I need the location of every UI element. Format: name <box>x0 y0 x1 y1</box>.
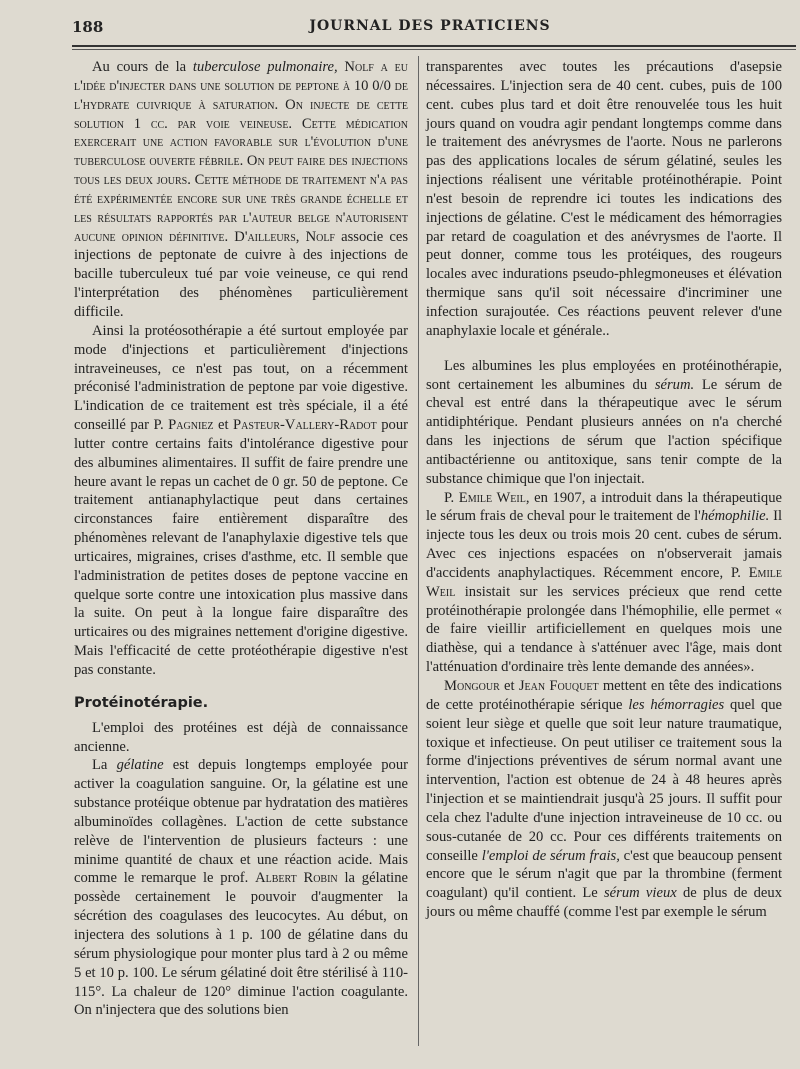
paragraph-gelatine: La gélatine est depuis longtemps employée pour activer la coagulation sanguine. Or, la gélatine est une substance protéique obtenue par hydratation des matières albuminoïdes collagènes. L'action de cette substance relève de l'intervention de plusieurs facteurs : une minime quantité de chaux et une réaction acide. Mais comme le remarque le prof. Albert Robin la gélatine possède certainement le pouvoir d'augmenter la sécrétion des coagulases des leucocytes. Au début, on injectera des solutions à 1 p. 100 de gélatine dans du sérum physiologique pour monter plus tard à 2 ou même 5 et 10 p. 100. Le sérum gélatiné doit être stérilisé à 110-115°. La chaleur de 120° diminue l'action coagulante. On n'injectera que des solutions bien <box>74 757 408 1019</box>
right-column <box>426 58 782 922</box>
header-rule-thin <box>72 49 796 50</box>
column-divider <box>418 56 419 1046</box>
paragraph-gap <box>426 341 782 357</box>
section-heading: Protéinotérapie. <box>74 694 209 711</box>
journal-title: JOURNAL DES PRATICIENS <box>309 18 551 34</box>
paragraph-nolf: Au cours de la tuberculose pulmonaire, Nolf a eu l'idée d'injecter dans une solution de peptone à 10 0/0 de l'hydrate cuivrique à saturation. On injecte de cette solution 1 cc. par voie veineuse. Cette médication exercerait une action favorable sur l'évolution d'une tuberculose ouverte fébrile. On peut faire des injections tous les deux jours. Cette méthode de traitement n'a pas été expérimentée encore sur une très grande échelle et les résultats rapportés par l'auteur belge n'autorisent aucune opinion définitive. D'ailleurs, Nolf associe ces injections de peptonate de cuivre à des injections de bacille tuberculeux tué par voie veineuse, ce qui rend l'interprétation des phénomènes particulièrement difficile. <box>74 59 408 320</box>
header-rule <box>72 45 796 47</box>
paragraph-emile-weil: P. Emile Weil, en 1907, a introduit dans la thérapeutique le sérum frais de cheval pour le traitement de l'hémophilie. Il injecte tous les deux ou trois mois 20 cent. cubes de sérum. Avec ces injections espacées on n'observerait jamais d'accidents anaphylactiques. Récemment encore, P. Emile Weil insistait sur les services précieux que rend cette protéinothérapie prolongée dans l'hémophilie, elle permet « de faire vieillir artificiellement en quelques mois une diathèse, qui a tendance à s'atténuer avec l'âge, mais dont l'atténuation d'ordinaire très lente demande des années». <box>426 489 782 676</box>
page-header <box>72 18 788 42</box>
paragraph-mongour: Mongour et Jean Fouquet mettent en tête des indications de cette protéinothérapie sérique les hémorragies quel que soient leur siège et quelle que soit leur nature traumatique, toxique et infectieuse. On peut utiliser ce traitement sous la forme d'injections préventives de sérum normal avant une intervention, l'action est obtenue de 24 à 48 heures après l'injection et se maintiendrait jusqu'à 25 jours. Il suffit pour cela chez l'adulte d'une injection intraveineuse de 10 cc. ou sous-cutanée de 20 cc. Pour ces différents traitements on conseille l'emploi de sérum frais, c'est que beaucoup pensent encore que le sérum n'agit que par la thrombine (ferment coagulant) qu'il contient. Le sérum vieux de plus de deux jours ou même chauffé (comme l'est par exemple le sérum <box>426 678 783 921</box>
paragraph-proteines: L'emploi des protéines est déjà de connaissance ancienne. <box>74 719 408 755</box>
page-number: 188 <box>72 18 104 36</box>
paragraph-continuation: transparentes avec toutes les précautions d'asepsie nécessaires. L'injection sera de 40 cent. cubes, puis de 100 cent. cubes plus tard et doit être renouvelée tous les huit jours quand on voudra agir pendant longtemps comme dans le traitement des anévrysmes de l'aorte. Nous ne parlerons pas des applications locales de sérum gélatiné, seules les injections réalisent une véritable protéinothérapie. Point n'est besoin de reprendre ici toutes les indications des injections de gélatine. C'est le médicament des hémorragies par retard de coagulation et des anévrysmes de l'aorte. Il peut donner, comme tous les protéiques, des rougeurs locales avec indurations pseudo-phlegmoneuses et élévation thermique sans qu'il soit nécessaire d'incriminer une infection surajoutée. Ces réactions peuvent relever d'une anaphylaxie locale et générale.. <box>426 59 782 339</box>
left-column <box>74 58 408 1020</box>
paragraph-proteosotherapie: Ainsi la protéosothérapie a été surtout employée par mode d'injections et particulièrement d'injections intraveineuses, ce n'est pas tout, on a récemment préconisé l'administration de peptone par voie digestive. L'indication de ce traitement est très spéciale, il a été conseillé par P. Pagniez et Pasteur-Vallery-Radot pour lutter contre certains faits d'intolérance digestive pour des albumines alimentaires. Il suffit de faire prendre une heure avant le repas un cachet de 0 gr. 50 de peptone. Ce traitement antianaphylactique peut dans certaines circonstances faire entièrement disparaître des phénomènes relevant de l'anaphylaxie digestive tels que urticaires, migraines, crises d'asthme, etc. Il semble que l'administration de petites doses de peptone vaccine en quelque sorte contre une intoxication plus massive dans la suite. On peut à la longue faire disparaître des urticaires ou des migraines nettement d'origine digestive. Mais l'efficacité de cette protéothérapie digestive n'est pas constante. <box>74 322 408 678</box>
paragraph-albumines: Les albumines les plus employées en protéinothérapie, sont certainement les albumines du sérum. Le sérum de cheval est entré dans la thérapeutique avec le sérum antidiphtérique. Pendant plusieurs années on n'a cherché dans les injections de sérum que l'action spécifique antibactérienne ou antitoxique, sans tenir compte de la substance chimique que l'on injectait. <box>426 357 782 487</box>
